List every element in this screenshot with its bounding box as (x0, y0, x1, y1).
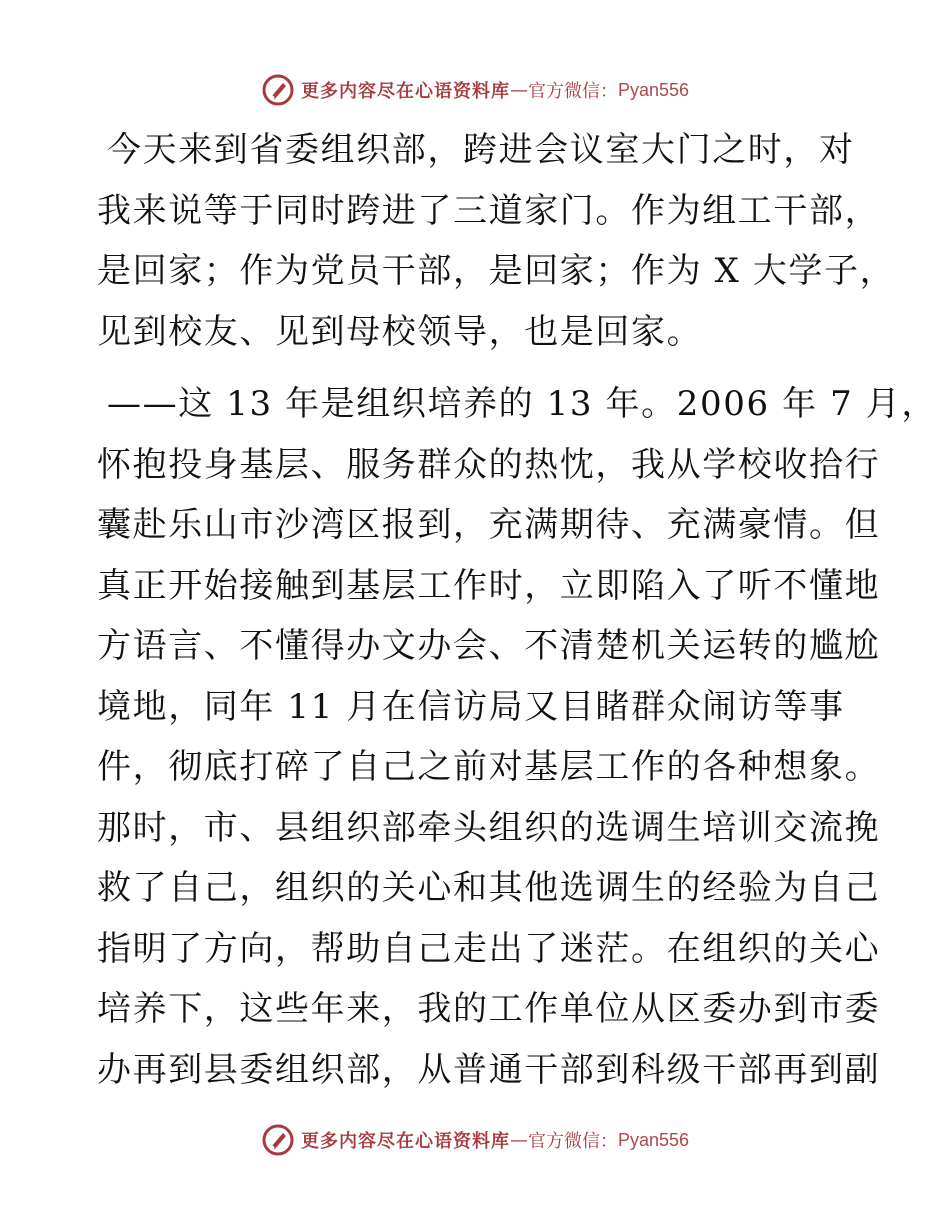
pen-seal-icon (261, 1123, 295, 1157)
text-line: 真正开始接触到基层工作时，立即陷入了听不懂地 (97, 565, 881, 606)
text-line: 方语言、不懂得办文办会、不清楚机关运转的尴尬 (97, 626, 881, 666)
text-line: 见到校友、见到母校领导，也是回家。 (97, 311, 703, 352)
document-body (97, 120, 937, 1100)
pen-seal-icon (261, 73, 295, 107)
text-line: 件，彻底打碎了自己之前对基层工作的各种想象。 (97, 747, 881, 787)
banner-wechat-label: 官方微信： (527, 1131, 618, 1152)
paragraph-2 (97, 374, 937, 1100)
text-line: ——这 13 年是组织培养的 13 年。2006 年 7 月， (107, 384, 937, 424)
text-line: 培养下，这些年来，我的工作单位从区委办到市委 (97, 989, 881, 1029)
text-line: 境地，同年 11 月在信访局又目睹群众闹访等事 (97, 686, 845, 727)
text-line: 救了自己，组织的关心和其他选调生的经验为自己 (97, 868, 881, 908)
banner-wechat-label: 官方微信： (527, 81, 618, 102)
text-line: 是回家；作为党员干部，是回家；作为 X 大学子， (97, 251, 896, 291)
text-line: 指明了方向，帮助自己走出了迷茫。在组织的关心 (97, 928, 881, 969)
footer-banner (0, 1120, 950, 1160)
banner-wechat-id: Pyan556 (617, 1129, 690, 1150)
text-line: 我来说等于同时跨进了三道家门。作为组工干部， (97, 190, 881, 231)
text-line: 怀抱投身基层、服务群众的热忱，我从学校收拾行 (97, 444, 881, 485)
paragraph-1 (97, 120, 896, 362)
text-line: 囊赴乐山市沙湾区报到，充满期待、充满豪情。但 (97, 505, 881, 545)
text-line: 那时，市、县组织部牵头组织的选调生培训交流挽 (97, 807, 881, 848)
text-line: 今天来到省委组织部，跨进会议室大门之时，对 (107, 130, 855, 170)
banner-separator: — (509, 79, 528, 101)
banner-wechat-id: Pyan556 (617, 79, 690, 100)
header-banner (0, 70, 950, 110)
banner-brand-text: 更多内容尽在心语资料库 (300, 81, 510, 102)
banner-separator: — (509, 1129, 528, 1151)
text-line: 办再到县委组织部，从普通干部到科级干部再到副 (97, 1049, 881, 1090)
banner-brand-text: 更多内容尽在心语资料库 (300, 1131, 510, 1152)
